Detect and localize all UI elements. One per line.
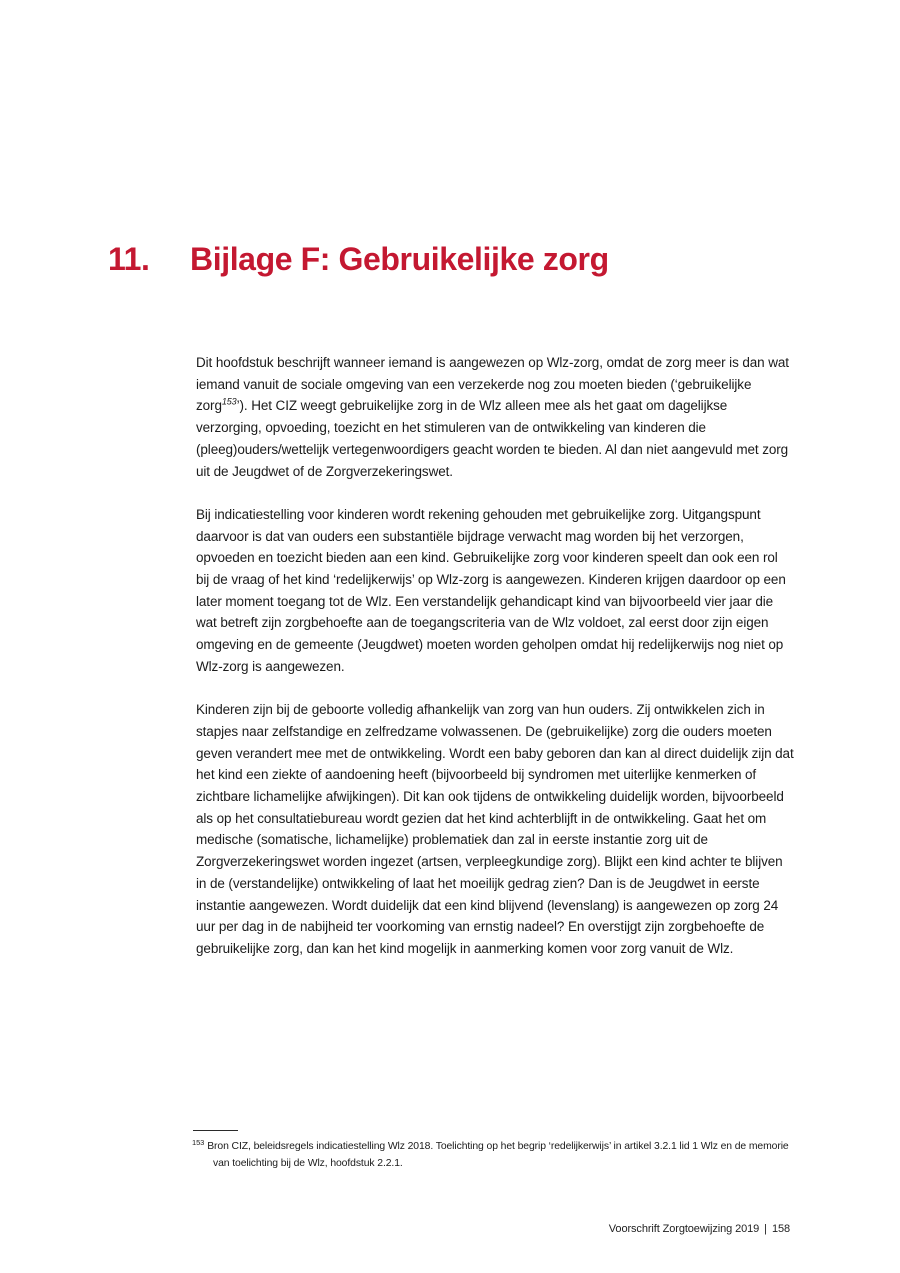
paragraph-1-text: Dit hoofdstuk beschrijft wanneer iemand is aangewezen op Wlz-zorg, omdat de zorg meer is dan wat iemand vanuit de sociale omgeving van een verzekerde nog zou moeten bieden (‘gebruikelijke zorg (196, 355, 789, 414)
footnote (192, 1139, 796, 1172)
footnote-separator (193, 1130, 238, 1131)
footnote-area (192, 1130, 796, 1172)
page-footer (609, 1222, 790, 1237)
footer-document-title: Voorschrift Zorgtoewijzing 2019 (608, 1223, 760, 1235)
footnote-text: Bron CIZ, beleidsregels indicatiestelling Wlz 2018. Toelichting op het begrip ‘redelijkerwijs’ in artikel 3.2.1 lid 1 Wlz en de memorie van toelichting bij de Wlz, hoofdstuk 2.2.1. (207, 1141, 789, 1169)
page-number: 158 (771, 1223, 790, 1235)
chapter-number: 11. (108, 241, 150, 277)
footnote-marker: 153 (192, 1137, 205, 1147)
footer-separator: | (764, 1223, 767, 1235)
chapter-heading (108, 238, 609, 280)
footnote-reference: 153 (221, 396, 237, 407)
paragraph-1 (196, 352, 794, 482)
page-title: Bijlage F: Gebruikelijke zorg (190, 241, 609, 277)
paragraph-3: Kinderen zijn bij de geboorte volledig afhankelijk van zorg van hun ouders. Zij ontwikkelen zich in stapjes naar zelfstandige en zelfredzame volwassenen. De (gebruikelijke) zorg die ouders moeten geven verandert mee met de ontwikkeling. Wordt een baby geboren dan kan al direct duidelijk zijn dat het kind een ziekte of aandoening heeft (bijvoorbeeld bij syndromen met uiterlijke kenmerken of zichtbare lichamelijke afwijkingen). Dit kan ook tijdens de ontwikkeling duidelijk worden, bijvoorbeeld als op het consultatiebureau wordt gezien dat het kind achterblijft in de ontwikkeling. Gaat het om medische (somatische, lichamelijke) problematiek dan zal in eerste instantie zorg uit de Zorgverzekeringswet worden ingezet (artsen, verpleegkundige zorg). Blijkt een kind achter te blijven in de (verstandelijke) ontwikkeling of laat het moeilijk gedrag zien? Dan is de Jeugdwet in eerste instantie aangewezen. Wordt duidelijk dat een kind blijvend (levenslang) is aangewezen op zorg 24 uur per dag in de nabijheid ter voorkoming van ernstig nadeel? En overstijgt zijn zorgbehoefte de gebruikelijke zorg, dan kan het kind mogelijk in aanmerking komen voor zorg vanuit de Wlz. (196, 702, 794, 956)
paragraph-1-text-continued: ’). Het CIZ weegt gebruikelijke zorg in de Wlz alleen mee als het gaat om dagelijkse verzorging, opvoeding, toezicht en het stimuleren van de ontwikkeling van kinderen die (pleeg)ouders/wettelijk vertegenwoordigers geacht worden te bieden. Al dan niet aangevuld met zorg uit de Jeugdwet of de Zorgverzekeringswet. (196, 398, 789, 479)
paragraph-2: Bij indicatiestelling voor kinderen wordt rekening gehouden met gebruikelijke zorg. Uitgangspunt daarvoor is dat van ouders een substantiële bijdrage verwacht mag worden bij het verzorgen, opvoeden en toezicht bieden aan een kind. Gebruikelijke zorg voor kinderen speelt dan ook een rol bij de vraag of het kind ‘redelijkerwijs’ op Wlz-zorg is aangewezen. Kinderen krijgen daardoor op een later moment toegang tot de Wlz. Een verstandelijk gehandicapt kind van bijvoorbeeld vier jaar die wat betreft zijn zorgbehoefte aan de toegangscriteria van de Wlz voldoet, zal eerst door zijn eigen omgeving en de gemeente (Jeugdwet) moeten worden geholpen omdat hij redelijkerwijs nog niet op Wlz-zorg is aangewezen. (196, 506, 786, 674)
body-text (196, 352, 794, 981)
